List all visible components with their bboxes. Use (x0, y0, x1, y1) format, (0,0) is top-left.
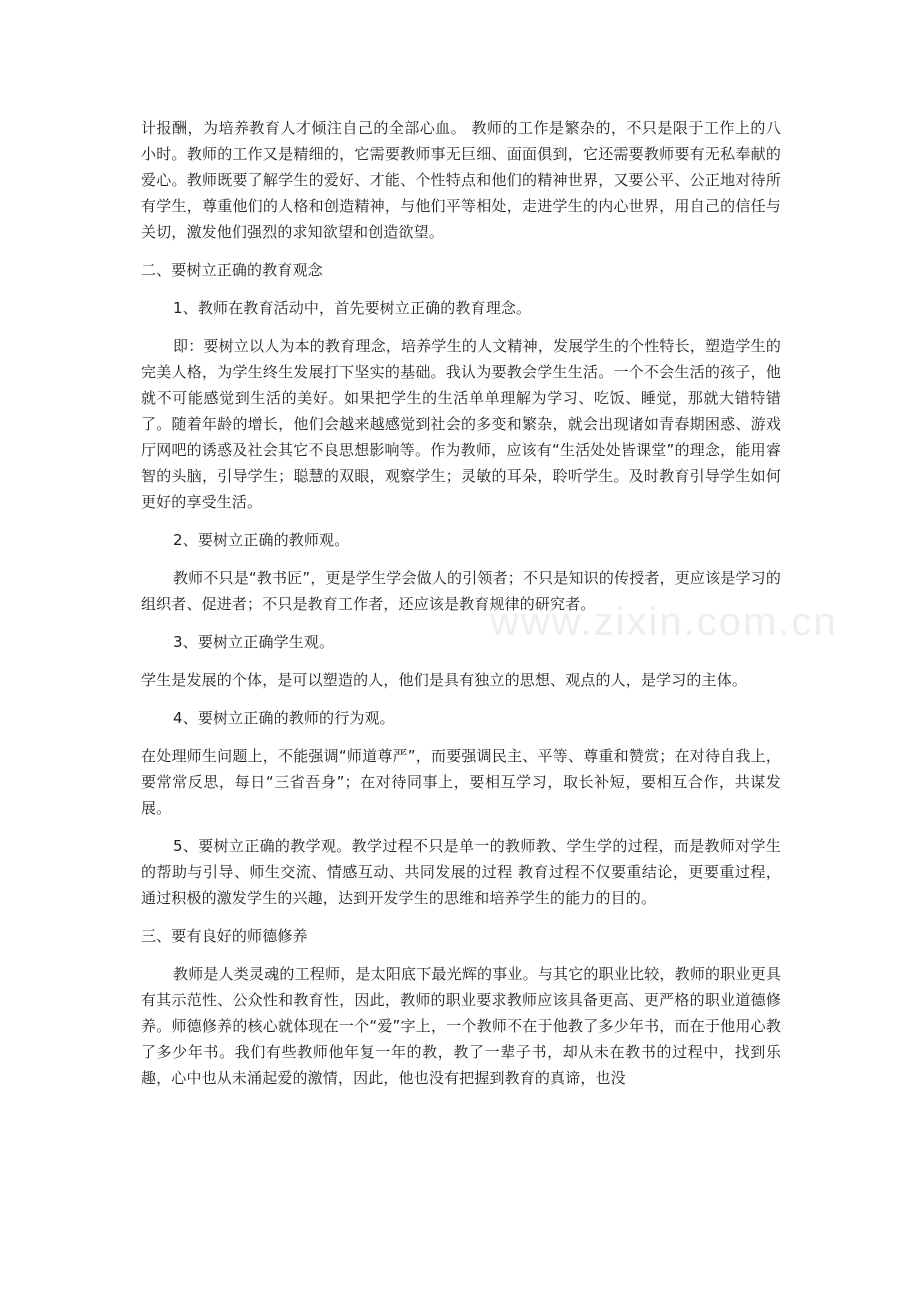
paragraph-teacher-view: 教师不只是“教书匠”，更是学生学会做人的引领者；不只是知识的传授者，更应该是学习的组织者、促进者；不只是教育工作者，还应该是教育规律的研究者。 (141, 569, 781, 613)
paragraph-student-view: 学生是发展的个体，是可以塑造的人，他们是具有独立的思想、观点的人，是学习的主体。 (141, 671, 748, 689)
section-heading-2: 二、要树立正确的教育观念 (141, 261, 323, 279)
subheading-2-1: 1、教师在教育活动中，首先要树立正确的教育理念。 (173, 299, 532, 317)
subheading-2-4: 4、要树立正确的教师的行为观。 (173, 709, 395, 727)
watermark: www.zixin.com.cn (490, 600, 838, 644)
section-heading-3: 三、要有良好的师德修养 (141, 927, 308, 945)
paragraph-continued: 计报酬，为培养教育人才倾注自己的全部心血。 教师的工作是繁杂的，不只是限于工作上的八小时。教师的工作又是精细的，它需要教师事无巨细、面面俱到，它还需要教师要有无私奉献的爱心。教师既要了解学生的爱好、才能、个性特点和他们的精神世界，又要公平、公正地对待所有学生，尊重他们的人格和创造精神，与他们平等相处，走进学生的内心世界，用自己的信任与关切，激发他们强烈的求知欲望和创造欲望。 (141, 119, 781, 241)
subheading-2-3: 3、要树立正确学生观。 (173, 633, 335, 651)
paragraph-ethics: 教师是人类灵魂的工程师，是太阳底下最光辉的事业。与其它的职业比较，教师的职业更具有其示范性、公众性和教育性，因此，教师的职业要求教师应该具备更高、更严格的职业道德修养。师德修养的核心就体现在一个“爱”字上，一个教师不在于他教了多少年书，而在于他用心教了多少年书。我们有些教师他年复一年的教，教了一辈子书，却从未在教书的过程中，找到乐趣，心中也从未涌起爱的激情，因此，他也没有把握到教育的真谛，也没 (141, 965, 781, 1087)
paragraph-behavior-view: 在处理师生问题上，不能强调“师道尊严”，而要强调民主、平等、尊重和赞赏；在对待自我上，要常常反思，每日“三省吾身”；在对待同事上，要相互学习，取长补短，要相互合作，共谋发展。 (141, 747, 781, 817)
paragraph-teaching-view: 5、要树立正确的教学观。教学过程不只是单一的教师教、学生学的过程，而是教师对学生的帮助与引导、师生交流、情感互动、共同发展的过程 教育过程不仅要重结论，更要重过程，通过积极的激发学生的兴趣，达到开发学生的思维和培养学生的能力的目的。 (141, 837, 781, 907)
subheading-2-2: 2、要树立正确的教师观。 (173, 531, 350, 549)
document-body (141, 115, 781, 1103)
paragraph-education-concept: 即：要树立以人为本的教育理念，培养学生的人文精神，发展学生的个性特长，塑造学生的完美人格，为学生终生发展打下坚实的基础。我认为要教会学生生活。一个不会生活的孩子，他就不可能感觉到生活的美好。如果把学生的生活单单理解为学习、吃饭、睡觉，那就大错特错了。随着年龄的增长，他们会越来越感觉到社会的多变和繁杂，就会出现诸如青春期困惑、游戏厅网吧的诱惑及社会其它不良思想影响等。作为教师，应该有“生活处处皆课堂”的理念，能用睿智的头脑，引导学生；聪慧的双眼，观察学生；灵敏的耳朵，聆听学生。及时教育引导学生如何更好的享受生活。 (141, 337, 781, 511)
